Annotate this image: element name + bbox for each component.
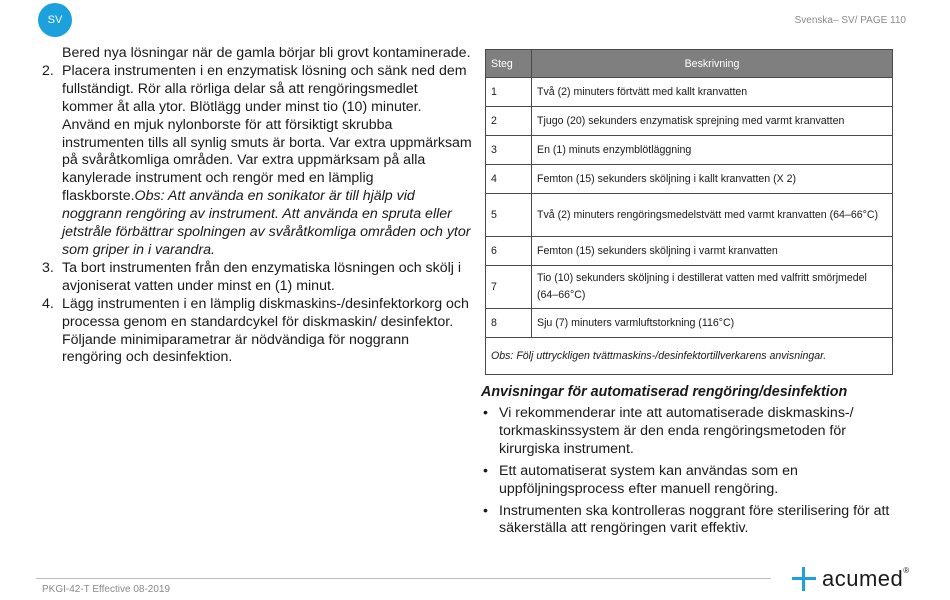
step-number: 2: [486, 107, 532, 136]
list-number: 3.: [42, 259, 54, 276]
footer-divider: [36, 578, 771, 579]
language-badge: SV: [38, 3, 72, 37]
table-row: [486, 237, 893, 266]
table-row: [486, 78, 893, 107]
table-row: [486, 194, 893, 237]
step-number: 5: [486, 194, 532, 237]
page-header-label: Svenska– SV/ PAGE 110: [794, 15, 906, 26]
list-item-text: Lägg instrumenten i en lämplig diskmaskins-/desinfektorkorg och processa genom en standardcykel för diskmaskin/ desinfektor. Följande minimiparametrar är nödvändiga för noggrann rengöring och desinfektion.: [62, 295, 469, 366]
table-row: [486, 165, 893, 194]
step-description: Tio (10) sekunders sköljning i destillerat vatten med valfritt smörjmedel (64–66°C): [532, 266, 893, 309]
step-number: 3: [486, 136, 532, 165]
list-item: [481, 463, 901, 499]
list-number: 2.: [42, 62, 54, 79]
column-header-description: Beskrivning: [532, 50, 893, 78]
step-description: Två (2) minuters rengöringsmedelstvätt med varmt kranvatten (64–66°C): [532, 194, 893, 237]
step-number: 6: [486, 237, 532, 266]
step-description: Två (2) minuters förtvätt med kallt kranvatten: [532, 78, 893, 107]
list-item: [481, 503, 901, 539]
list-item-3: [42, 260, 472, 296]
list-item-text: Placera instrumenten i en enzymatisk lösning och sänk ned dem fullständigt. Rör alla rörliga delar så att rengöringsmedlet kommer åt alla ytor. Blötlägg under minst tio (10) minuter. Använd en mjuk nylonborste för att försiktigt skrubba instrumenten tills all synlig smuts är borta. Var extra uppmärksam på svåråtkomliga områden. Var extra uppmärksam på alla kanylerade instrument och rengör med en lämplig flaskborste.: [62, 62, 472, 205]
table-row: [486, 107, 893, 136]
table-header-row: [486, 50, 893, 78]
table-row: [486, 309, 893, 338]
intro-paragraph: Bered nya lösningar när de gamla börjar bli grovt kontaminerade.: [62, 45, 471, 61]
step-number: 8: [486, 309, 532, 338]
table-row: [486, 136, 893, 165]
bullet-list: [481, 405, 901, 542]
acumed-logo: [792, 566, 910, 592]
cleaning-instructions: [42, 45, 472, 367]
list-item-2: [42, 63, 472, 260]
bullet-text: Ett automatiserat system kan användas som en uppföljningsprocess efter manuell rengöring.: [499, 462, 798, 497]
table-row: [486, 266, 893, 309]
logo-wordmark: acumed®: [822, 566, 910, 591]
step-number: 1: [486, 78, 532, 107]
step-description: En (1) minuts enzymblötläggning: [532, 136, 893, 165]
list-number: 4.: [42, 295, 54, 312]
step-description: Tjugo (20) sekunders enzymatisk sprejning med varmt kranvatten: [532, 107, 893, 136]
bullet-icon: •: [483, 405, 488, 421]
section-heading: Anvisningar för automatiserad rengöring/desinfektion: [481, 384, 848, 400]
step-number: 7: [486, 266, 532, 309]
bullet-icon: •: [483, 502, 488, 519]
step-number: 4: [486, 165, 532, 194]
step-description: Sju (7) minuters varmluftstorkning (116°C): [532, 309, 893, 338]
wash-cycle-table: [485, 49, 893, 375]
table-note-row: [486, 338, 893, 375]
bullet-text: Instrumenten ska kontrolleras noggrant före sterilisering för att säkerställa att rengöringen varit effektiv.: [499, 502, 890, 537]
step-description: Femton (15) sekunders sköljning i varmt kranvatten: [532, 237, 893, 266]
column-header-step: Steg: [486, 50, 532, 78]
list-item-4: [42, 296, 472, 368]
table-note: Obs: Följ uttryckligen tvättmaskins-/desinfektortillverkarens anvisningar.: [486, 338, 893, 375]
bullet-icon: •: [483, 462, 488, 479]
list-item: [481, 405, 901, 459]
list-item-note: Obs: Att använda en sonikator är till hjälp vid noggrann rengöring av instrument. Att använda en spruta eller jetstråle förbättrar spolningen av svåråtkomliga områden och ytor som griper in i varandra.: [62, 188, 471, 258]
footer-doc-code: PKGI-42-T Effective 08-2019: [42, 584, 171, 595]
plus-icon: [792, 567, 816, 591]
step-description: Femton (15) sekunders sköljning i kallt kranvatten (X 2): [532, 165, 893, 194]
bullet-text: Vi rekommenderar inte att automatiserade diskmaskins-/ torkmaskinssystem är den enda rengöringsmetoden för kirurgiska instrument.: [499, 405, 854, 457]
list-item-text: Ta bort instrumenten från den enzymatiska lösningen och skölj i avjoniserat vatten under minst en (1) minut.: [62, 259, 462, 294]
